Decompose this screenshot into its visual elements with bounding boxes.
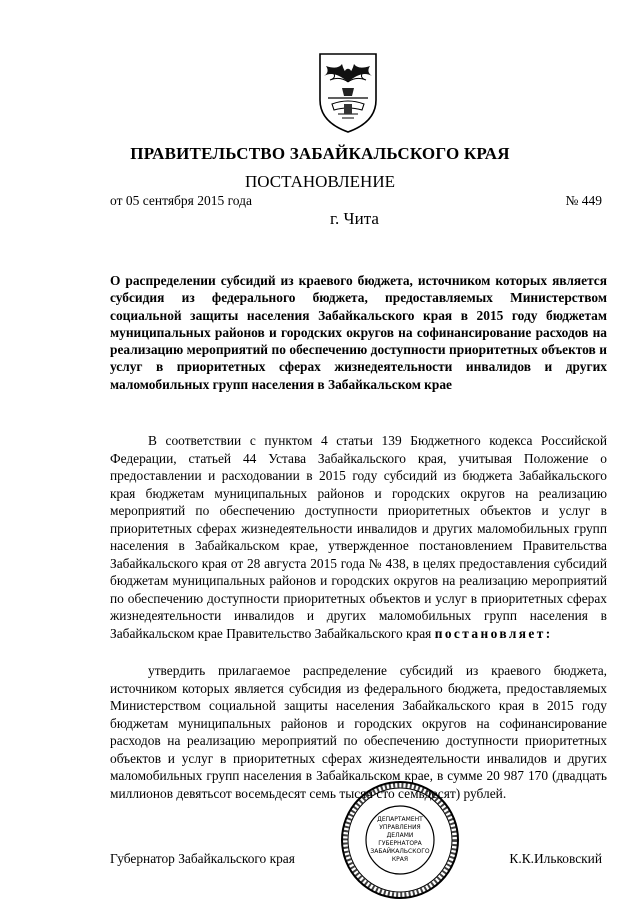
- document-title: О распределении субсидий из краевого бюджета, источником которых является субсидия из федерального бюджета, предоставляемых Министерством социальной защиты населения Забайкальского края в 2015 году бюджетам муниципальных районов и городских округов на софинансирование расходов на реализацию мероприятий по обеспечению доступности приоритетных объектов и услуг в приоритетных сферах жизнедеятельности инвалидов и других маломобильных групп населения в Забайкальском крае: [110, 273, 607, 392]
- document-city: г. Чита: [330, 209, 379, 228]
- document-date: от 05 сентября 2015 года: [110, 193, 253, 208]
- resolves-word: постановляет:: [434, 626, 553, 642]
- stamp-line: КРАЯ: [391, 856, 409, 863]
- stamp-line: ДЕЛАМИ: [386, 832, 414, 839]
- stamp-line: ГУБЕРНАТОРА: [378, 840, 422, 847]
- signatory-name: К.К.Ильковский: [509, 851, 602, 866]
- stamp-line: ЗАБАЙКАЛЬСКОГО: [370, 848, 430, 855]
- resolution-paragraph: утвердить прилагаемое распределение субсидий из краевого бюджета, источником которых является субсидия из федерального бюджета, предоставляемых Министерством социальной защиты населения Забайкальского края в 2015 году бюджетам муниципальных районов и городских округов на софинансирование расходов на реализацию мероприятий по обеспечению доступности приоритетных объектов и услуг в приоритетных сферах жизнедеятельности инвалидов и других маломобильных групп населения в Забайкальском крае, в сумме 20 987 170 (двадцать миллионов девятьсот восемьдесят семь тысяч сто семьдесят) рублей.: [110, 663, 607, 801]
- stamp-line: УПРАВЛЕНИЯ: [379, 824, 421, 831]
- preamble-paragraph: [110, 432, 607, 643]
- official-stamp-icon: [338, 778, 462, 902]
- preamble-text: В соответствии с пунктом 4 статьи 139 Бюджетного кодекса Российской Федерации, статьей 44 Устава Забайкальского края, учитывая Положение о предоставлении и расходовании в 2015 году субсидий из бюджета Забайкальского края бюджетам муниципальных районов и городских округов на реализацию мероприятий по обеспечению доступности приоритетных объектов и услуг в приоритетных сферах жизнедеятельности инвалидов и других маломобильных групп населения в Забайкальском крае, утвержденное постановлением Правительства Забайкальского края от 28 августа 2015 года № 438, в целях предоставления субсидий бюджетам муниципальных районов и городских округов на реализацию мероприятий по обеспечению доступности приоритетных объектов и услуг в приоритетных сферах жизнедеятельности инвалидов и других маломобильных групп населения в Забайкальском крае Правительство Забайкальского края: [110, 433, 607, 642]
- stamp-line: ДЕПАРТАМЕНТ: [377, 816, 423, 823]
- document-type: ПОСТАНОВЛЕНИЕ: [244, 172, 395, 191]
- document-number: № 449: [565, 193, 602, 208]
- government-name: ПРАВИТЕЛЬСТВО ЗАБАЙКАЛЬСКОГО КРАЯ: [130, 144, 510, 163]
- coat-of-arms-icon: [312, 48, 384, 134]
- signatory-title: Губернатор Забайкальского края: [110, 851, 295, 866]
